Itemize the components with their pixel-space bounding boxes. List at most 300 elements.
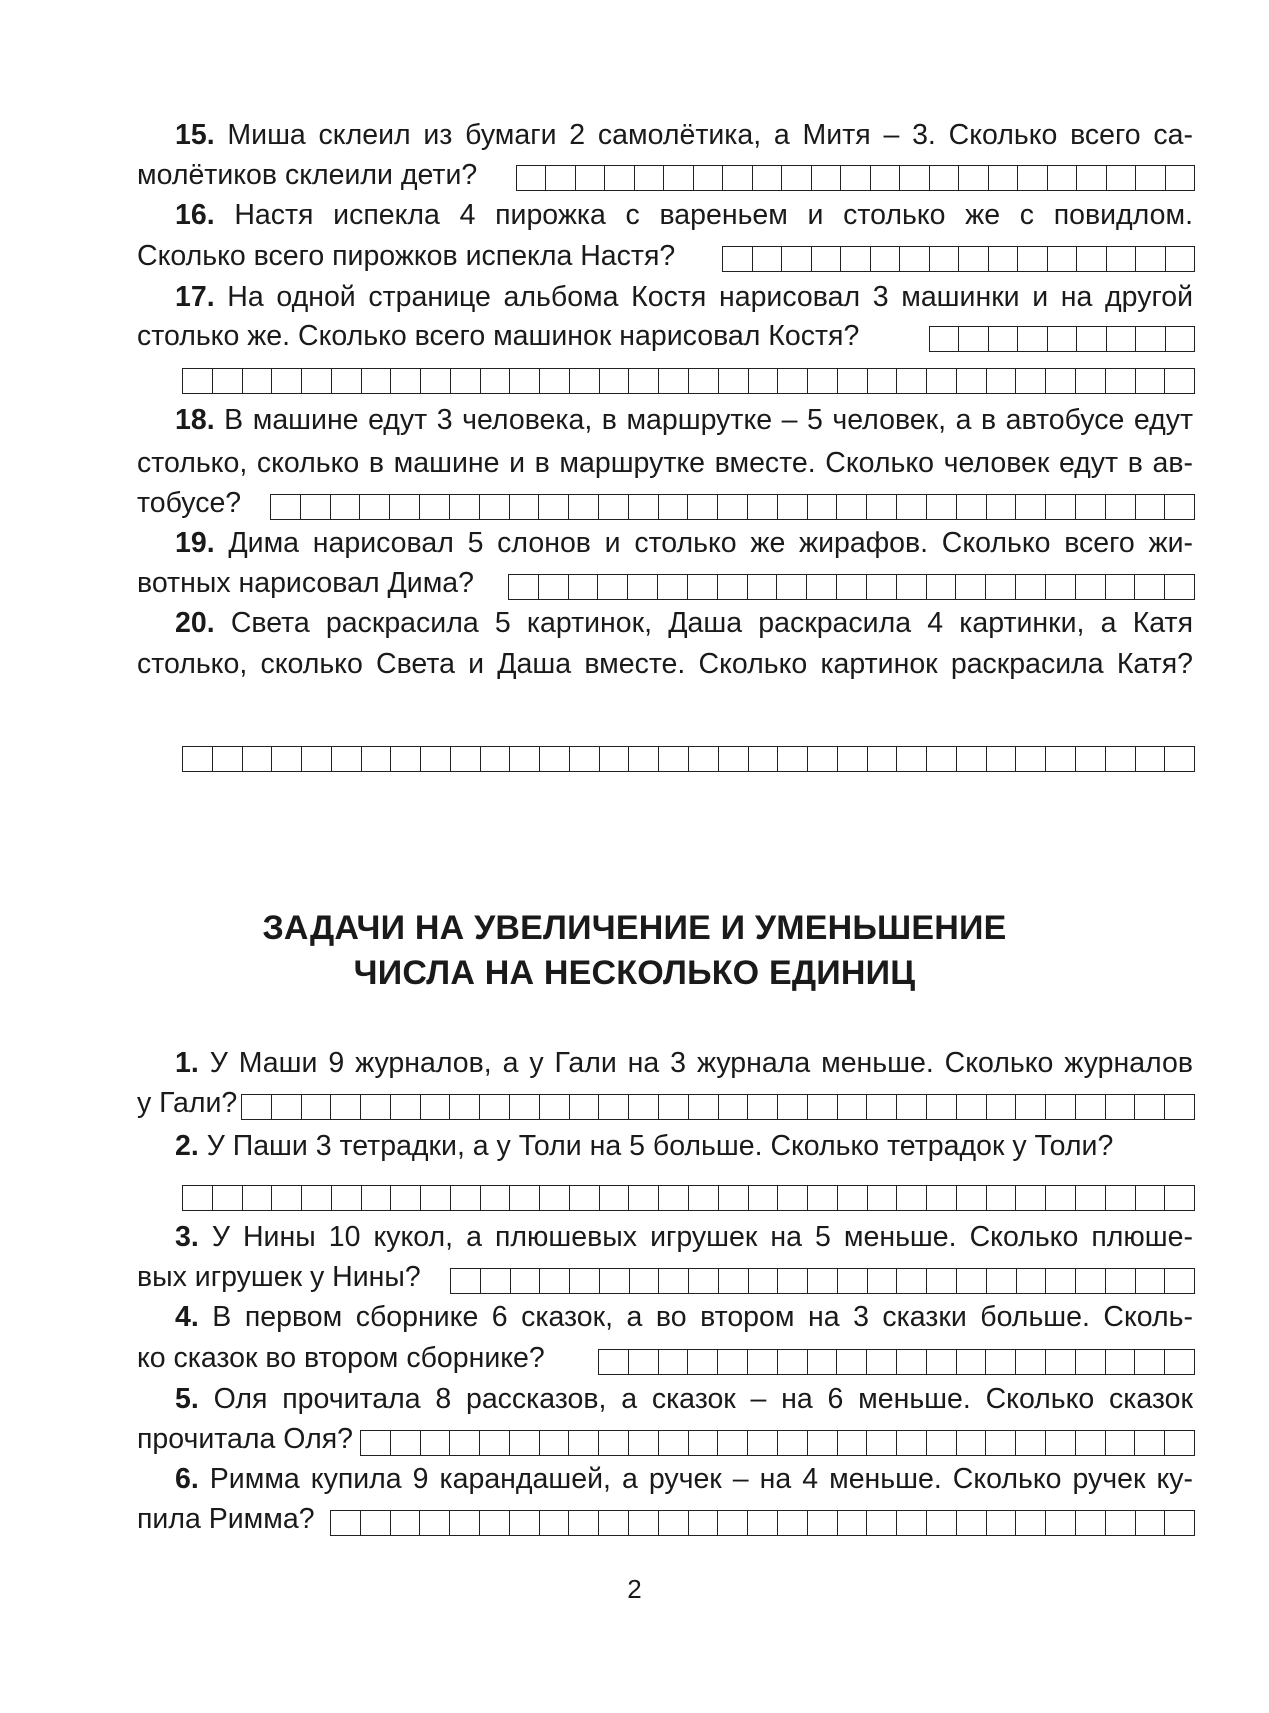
answer-cell[interactable] bbox=[867, 494, 897, 520]
answer-cell[interactable] bbox=[242, 1094, 272, 1120]
answer-box[interactable] bbox=[450, 1268, 1195, 1294]
answer-cell[interactable] bbox=[213, 368, 243, 394]
answer-cell[interactable] bbox=[812, 165, 841, 191]
answer-cell[interactable] bbox=[599, 494, 629, 520]
answer-cell[interactable] bbox=[868, 1268, 898, 1294]
answer-cell[interactable] bbox=[778, 368, 808, 394]
answer-cell[interactable] bbox=[1048, 326, 1077, 352]
answer-cell[interactable] bbox=[1106, 494, 1136, 520]
answer-box[interactable] bbox=[929, 326, 1195, 352]
answer-cell[interactable] bbox=[987, 1094, 1017, 1120]
answer-cell[interactable] bbox=[659, 1430, 689, 1456]
answer-cell[interactable] bbox=[689, 368, 719, 394]
answer-cell[interactable] bbox=[1046, 574, 1076, 600]
answer-cell[interactable] bbox=[629, 1510, 659, 1536]
answer-cell[interactable] bbox=[1107, 326, 1136, 352]
answer-cell[interactable] bbox=[688, 574, 718, 600]
answer-cell[interactable] bbox=[243, 1185, 273, 1211]
answer-cell[interactable] bbox=[420, 1510, 450, 1536]
answer-cell[interactable] bbox=[362, 1185, 392, 1211]
answer-box[interactable] bbox=[182, 1185, 1195, 1211]
answer-cell[interactable] bbox=[1106, 1349, 1136, 1375]
answer-box[interactable] bbox=[516, 165, 1195, 191]
answer-cell[interactable] bbox=[421, 1430, 451, 1456]
answer-cell[interactable] bbox=[1106, 1430, 1136, 1456]
answer-cell[interactable] bbox=[510, 1430, 540, 1456]
answer-cell[interactable] bbox=[778, 1430, 808, 1456]
answer-cell[interactable] bbox=[361, 1430, 391, 1456]
answer-cell[interactable] bbox=[927, 1185, 957, 1211]
answer-cell[interactable] bbox=[331, 494, 361, 520]
answer-cell[interactable] bbox=[1136, 1510, 1166, 1536]
answer-cell[interactable] bbox=[689, 1430, 719, 1456]
answer-cell[interactable] bbox=[539, 494, 569, 520]
answer-cell[interactable] bbox=[930, 326, 959, 352]
answer-cell[interactable] bbox=[450, 1430, 480, 1456]
answer-cell[interactable] bbox=[719, 1268, 749, 1294]
answer-cell[interactable] bbox=[778, 746, 808, 772]
answer-cell[interactable] bbox=[510, 746, 540, 772]
answer-cell[interactable] bbox=[1136, 246, 1166, 272]
answer-cell[interactable] bbox=[927, 1430, 957, 1456]
answer-cell[interactable] bbox=[576, 165, 605, 191]
answer-cell[interactable] bbox=[718, 1510, 748, 1536]
answer-cell[interactable] bbox=[1046, 1510, 1076, 1536]
answer-cell[interactable] bbox=[390, 494, 420, 520]
answer-cell[interactable] bbox=[421, 1094, 451, 1120]
answer-cell[interactable] bbox=[272, 1094, 302, 1120]
answer-cell[interactable] bbox=[927, 574, 957, 600]
answer-cell[interactable] bbox=[723, 246, 753, 272]
answer-cell[interactable] bbox=[1018, 246, 1048, 272]
answer-cell[interactable] bbox=[272, 1185, 302, 1211]
answer-cell[interactable] bbox=[629, 746, 659, 772]
answer-cell[interactable] bbox=[361, 1094, 391, 1120]
answer-cell[interactable] bbox=[1077, 326, 1106, 352]
answer-cell[interactable] bbox=[421, 1185, 451, 1211]
answer-cell[interactable] bbox=[987, 1510, 1017, 1536]
answer-cell[interactable] bbox=[570, 1185, 600, 1211]
answer-cell[interactable] bbox=[659, 1185, 689, 1211]
answer-cell[interactable] bbox=[659, 494, 689, 520]
answer-cell[interactable] bbox=[664, 165, 693, 191]
answer-cell[interactable] bbox=[362, 746, 392, 772]
answer-cell[interactable] bbox=[659, 1349, 689, 1375]
answer-cell[interactable] bbox=[629, 1430, 659, 1456]
answer-cell[interactable] bbox=[778, 1185, 808, 1211]
answer-cell[interactable] bbox=[718, 1430, 748, 1456]
answer-cell[interactable] bbox=[900, 246, 930, 272]
answer-cell[interactable] bbox=[629, 368, 659, 394]
answer-cell[interactable] bbox=[782, 246, 812, 272]
answer-cell[interactable] bbox=[659, 368, 689, 394]
answer-cell[interactable] bbox=[391, 746, 421, 772]
answer-cell[interactable] bbox=[302, 1094, 332, 1120]
answer-cell[interactable] bbox=[927, 494, 957, 520]
answer-cell[interactable] bbox=[812, 246, 842, 272]
answer-cell[interactable] bbox=[481, 1268, 511, 1294]
answer-cell[interactable] bbox=[930, 246, 960, 272]
answer-cell[interactable] bbox=[957, 1349, 987, 1375]
answer-cell[interactable] bbox=[808, 494, 838, 520]
answer-cell[interactable] bbox=[569, 1430, 599, 1456]
answer-cell[interactable] bbox=[986, 574, 1016, 600]
answer-cell[interactable] bbox=[1106, 1268, 1136, 1294]
answer-cell[interactable] bbox=[272, 368, 302, 394]
answer-cell[interactable] bbox=[1046, 368, 1076, 394]
answer-box[interactable] bbox=[508, 574, 1195, 600]
answer-cell[interactable] bbox=[959, 246, 989, 272]
answer-cell[interactable] bbox=[868, 746, 898, 772]
answer-cell[interactable] bbox=[718, 574, 748, 600]
answer-cell[interactable] bbox=[599, 1510, 629, 1536]
answer-cell[interactable] bbox=[1165, 1185, 1195, 1211]
answer-cell[interactable] bbox=[838, 368, 868, 394]
answer-cell[interactable] bbox=[753, 246, 783, 272]
answer-cell[interactable] bbox=[838, 1185, 868, 1211]
answer-cell[interactable] bbox=[808, 1349, 838, 1375]
answer-cell[interactable] bbox=[868, 1185, 898, 1211]
answer-cell[interactable] bbox=[1076, 1268, 1106, 1294]
answer-cell[interactable] bbox=[1016, 1185, 1046, 1211]
answer-cell[interactable] bbox=[689, 746, 719, 772]
answer-cell[interactable] bbox=[808, 1510, 838, 1536]
answer-cell[interactable] bbox=[451, 368, 481, 394]
answer-cell[interactable] bbox=[391, 368, 421, 394]
answer-cell[interactable] bbox=[1106, 1510, 1136, 1536]
answer-cell[interactable] bbox=[867, 1430, 897, 1456]
answer-cell[interactable] bbox=[694, 165, 723, 191]
answer-cell[interactable] bbox=[837, 574, 867, 600]
answer-cell[interactable] bbox=[777, 574, 807, 600]
answer-cell[interactable] bbox=[213, 1185, 243, 1211]
answer-cell[interactable] bbox=[778, 1349, 808, 1375]
answer-cell[interactable] bbox=[897, 1349, 927, 1375]
answer-cell[interactable] bbox=[748, 1349, 778, 1375]
answer-cell[interactable] bbox=[271, 494, 301, 520]
answer-cell[interactable] bbox=[719, 1094, 749, 1120]
answer-cell[interactable] bbox=[1135, 574, 1165, 600]
answer-cell[interactable] bbox=[630, 1268, 660, 1294]
answer-cell[interactable] bbox=[540, 1430, 570, 1456]
answer-cell[interactable] bbox=[1046, 1349, 1076, 1375]
answer-cell[interactable] bbox=[1135, 1349, 1165, 1375]
answer-cell[interactable] bbox=[1136, 165, 1165, 191]
answer-cell[interactable] bbox=[510, 368, 540, 394]
answer-cell[interactable] bbox=[718, 494, 748, 520]
answer-cell[interactable] bbox=[360, 494, 390, 520]
answer-cell[interactable] bbox=[808, 746, 838, 772]
answer-cell[interactable] bbox=[871, 165, 900, 191]
answer-cell[interactable] bbox=[481, 1185, 511, 1211]
answer-cell[interactable] bbox=[753, 165, 782, 191]
answer-cell[interactable] bbox=[689, 1094, 719, 1120]
answer-cell[interactable] bbox=[1136, 1185, 1166, 1211]
answer-cell[interactable] bbox=[421, 746, 451, 772]
answer-cell[interactable] bbox=[778, 494, 808, 520]
answer-cell[interactable] bbox=[1046, 1268, 1076, 1294]
answer-cell[interactable] bbox=[723, 165, 752, 191]
answer-cell[interactable] bbox=[362, 368, 392, 394]
answer-cell[interactable] bbox=[897, 1510, 927, 1536]
answer-box[interactable] bbox=[722, 246, 1195, 272]
answer-cell[interactable] bbox=[837, 494, 867, 520]
answer-cell[interactable] bbox=[1165, 1510, 1195, 1536]
answer-cell[interactable] bbox=[510, 1185, 540, 1211]
answer-cell[interactable] bbox=[867, 1510, 897, 1536]
answer-cell[interactable] bbox=[778, 1094, 808, 1120]
answer-cell[interactable] bbox=[480, 1510, 510, 1536]
answer-cell[interactable] bbox=[480, 494, 510, 520]
answer-cell[interactable] bbox=[838, 746, 868, 772]
answer-cell[interactable] bbox=[599, 1094, 629, 1120]
answer-cell[interactable] bbox=[957, 1268, 987, 1294]
answer-cell[interactable] bbox=[659, 746, 689, 772]
answer-cell[interactable] bbox=[1016, 368, 1046, 394]
answer-cell[interactable] bbox=[331, 1510, 361, 1536]
answer-cell[interactable] bbox=[989, 326, 1018, 352]
answer-cell[interactable] bbox=[749, 746, 779, 772]
answer-cell[interactable] bbox=[1048, 246, 1078, 272]
answer-cell[interactable] bbox=[450, 1510, 480, 1536]
answer-cell[interactable] bbox=[481, 368, 511, 394]
answer-cell[interactable] bbox=[391, 1510, 421, 1536]
answer-cell[interactable] bbox=[658, 574, 688, 600]
answer-cell[interactable] bbox=[1106, 1185, 1136, 1211]
answer-cell[interactable] bbox=[450, 1094, 480, 1120]
answer-cell[interactable] bbox=[1165, 1430, 1195, 1456]
answer-cell[interactable] bbox=[927, 1268, 957, 1294]
answer-cell[interactable] bbox=[1136, 1268, 1166, 1294]
answer-cell[interactable] bbox=[1165, 494, 1195, 520]
answer-cell[interactable] bbox=[1076, 746, 1106, 772]
answer-cell[interactable] bbox=[897, 746, 927, 772]
answer-cell[interactable] bbox=[183, 368, 213, 394]
answer-cell[interactable] bbox=[987, 746, 1017, 772]
answer-cell[interactable] bbox=[1076, 1349, 1106, 1375]
answer-cell[interactable] bbox=[748, 574, 778, 600]
answer-cell[interactable] bbox=[1106, 574, 1136, 600]
answer-cell[interactable] bbox=[600, 1268, 630, 1294]
answer-cell[interactable] bbox=[1135, 1430, 1165, 1456]
answer-cell[interactable] bbox=[570, 368, 600, 394]
answer-cell[interactable] bbox=[539, 574, 569, 600]
answer-cell[interactable] bbox=[927, 368, 957, 394]
answer-cell[interactable] bbox=[1107, 165, 1136, 191]
answer-cell[interactable] bbox=[807, 574, 837, 600]
answer-cell[interactable] bbox=[1136, 326, 1165, 352]
answer-cell[interactable] bbox=[600, 1185, 630, 1211]
answer-cell[interactable] bbox=[1165, 1268, 1195, 1294]
answer-cell[interactable] bbox=[600, 368, 630, 394]
answer-cell[interactable] bbox=[927, 1094, 957, 1120]
answer-cell[interactable] bbox=[517, 165, 546, 191]
answer-cell[interactable] bbox=[1016, 1510, 1046, 1536]
answer-cell[interactable] bbox=[718, 1349, 748, 1375]
answer-cell[interactable] bbox=[361, 1510, 391, 1536]
answer-cell[interactable] bbox=[957, 746, 987, 772]
answer-cell[interactable] bbox=[1076, 368, 1106, 394]
answer-cell[interactable] bbox=[897, 1430, 927, 1456]
answer-cell[interactable] bbox=[1046, 1185, 1076, 1211]
answer-cell[interactable] bbox=[867, 1349, 897, 1375]
answer-cell[interactable] bbox=[1046, 494, 1076, 520]
answer-cell[interactable] bbox=[748, 1094, 778, 1120]
answer-cell[interactable] bbox=[183, 746, 213, 772]
answer-cell[interactable] bbox=[930, 165, 959, 191]
answer-cell[interactable] bbox=[1076, 494, 1106, 520]
answer-cell[interactable] bbox=[481, 746, 511, 772]
answer-cell[interactable] bbox=[748, 1510, 778, 1536]
answer-cell[interactable] bbox=[867, 574, 897, 600]
answer-cell[interactable] bbox=[1048, 165, 1077, 191]
answer-cell[interactable] bbox=[1016, 494, 1046, 520]
answer-cell[interactable] bbox=[897, 368, 927, 394]
answer-cell[interactable] bbox=[957, 1510, 987, 1536]
answer-box[interactable] bbox=[182, 746, 1195, 772]
answer-cell[interactable] bbox=[989, 246, 1019, 272]
answer-cell[interactable] bbox=[927, 746, 957, 772]
answer-box[interactable] bbox=[330, 1510, 1195, 1536]
answer-cell[interactable] bbox=[480, 1430, 510, 1456]
answer-cell[interactable] bbox=[987, 1268, 1017, 1294]
answer-cell[interactable] bbox=[635, 165, 664, 191]
answer-cell[interactable] bbox=[183, 1185, 213, 1211]
answer-cell[interactable] bbox=[540, 746, 570, 772]
answer-box[interactable] bbox=[182, 368, 1195, 394]
answer-cell[interactable] bbox=[986, 1430, 1016, 1456]
answer-cell[interactable] bbox=[808, 1430, 838, 1456]
answer-cell[interactable] bbox=[1165, 1094, 1195, 1120]
answer-cell[interactable] bbox=[1018, 165, 1047, 191]
answer-cell[interactable] bbox=[598, 574, 628, 600]
answer-cell[interactable] bbox=[302, 746, 332, 772]
answer-cell[interactable] bbox=[808, 1185, 838, 1211]
answer-cell[interactable] bbox=[570, 746, 600, 772]
answer-cell[interactable] bbox=[1136, 494, 1166, 520]
answer-cell[interactable] bbox=[1046, 1094, 1076, 1120]
answer-cell[interactable] bbox=[838, 1268, 868, 1294]
answer-cell[interactable] bbox=[569, 494, 599, 520]
answer-cell[interactable] bbox=[659, 1094, 689, 1120]
answer-cell[interactable] bbox=[959, 326, 988, 352]
answer-cell[interactable] bbox=[719, 368, 749, 394]
answer-cell[interactable] bbox=[391, 1430, 421, 1456]
answer-cell[interactable] bbox=[600, 746, 630, 772]
answer-cell[interactable] bbox=[1107, 246, 1137, 272]
answer-cell[interactable] bbox=[957, 1430, 987, 1456]
answer-cell[interactable] bbox=[1076, 1510, 1106, 1536]
answer-cell[interactable] bbox=[569, 574, 599, 600]
answer-cell[interactable] bbox=[838, 1430, 868, 1456]
answer-cell[interactable] bbox=[749, 1268, 779, 1294]
answer-cell[interactable] bbox=[778, 1510, 808, 1536]
answer-cell[interactable] bbox=[1165, 1349, 1195, 1375]
answer-cell[interactable] bbox=[540, 1185, 570, 1211]
answer-cell[interactable] bbox=[1077, 165, 1106, 191]
answer-cell[interactable] bbox=[957, 494, 987, 520]
answer-cell[interactable] bbox=[331, 1094, 361, 1120]
answer-cell[interactable] bbox=[1106, 746, 1136, 772]
answer-cell[interactable] bbox=[987, 368, 1017, 394]
answer-box[interactable] bbox=[241, 1094, 1195, 1120]
answer-cell[interactable] bbox=[510, 1510, 540, 1536]
answer-cell[interactable] bbox=[302, 1185, 332, 1211]
answer-cell[interactable] bbox=[451, 1185, 481, 1211]
answer-cell[interactable] bbox=[900, 165, 929, 191]
answer-cell[interactable] bbox=[391, 1185, 421, 1211]
answer-cell[interactable] bbox=[510, 494, 540, 520]
answer-cell[interactable] bbox=[1136, 746, 1166, 772]
answer-cell[interactable] bbox=[332, 368, 362, 394]
answer-cell[interactable] bbox=[629, 494, 659, 520]
answer-cell[interactable] bbox=[1016, 1430, 1046, 1456]
answer-cell[interactable] bbox=[1135, 1094, 1165, 1120]
answer-cell[interactable] bbox=[1016, 574, 1046, 600]
answer-cell[interactable] bbox=[1016, 1349, 1046, 1375]
answer-cell[interactable] bbox=[719, 746, 749, 772]
answer-cell[interactable] bbox=[778, 1268, 808, 1294]
answer-cell[interactable] bbox=[420, 494, 450, 520]
answer-cell[interactable] bbox=[540, 1510, 570, 1536]
answer-cell[interactable] bbox=[391, 1094, 421, 1120]
answer-cell[interactable] bbox=[897, 1094, 927, 1120]
answer-cell[interactable] bbox=[1016, 746, 1046, 772]
answer-cell[interactable] bbox=[301, 494, 331, 520]
answer-cell[interactable] bbox=[1046, 746, 1076, 772]
answer-cell[interactable] bbox=[989, 165, 1018, 191]
answer-cell[interactable] bbox=[1046, 1430, 1076, 1456]
answer-cell[interactable] bbox=[599, 1349, 629, 1375]
answer-cell[interactable] bbox=[605, 165, 634, 191]
answer-cell[interactable] bbox=[659, 1268, 689, 1294]
answer-cell[interactable] bbox=[450, 494, 480, 520]
answer-cell[interactable] bbox=[570, 1094, 600, 1120]
answer-cell[interactable] bbox=[838, 1510, 868, 1536]
answer-cell[interactable] bbox=[957, 368, 987, 394]
answer-cell[interactable] bbox=[332, 1185, 362, 1211]
answer-cell[interactable] bbox=[628, 574, 658, 600]
answer-cell[interactable] bbox=[959, 165, 988, 191]
answer-cell[interactable] bbox=[1018, 326, 1047, 352]
answer-cell[interactable] bbox=[1076, 1094, 1106, 1120]
answer-cell[interactable] bbox=[841, 246, 871, 272]
answer-cell[interactable] bbox=[272, 746, 302, 772]
answer-cell[interactable] bbox=[749, 368, 779, 394]
answer-cell[interactable] bbox=[629, 1094, 659, 1120]
answer-cell[interactable] bbox=[540, 1094, 570, 1120]
answer-cell[interactable] bbox=[1166, 165, 1195, 191]
answer-cell[interactable] bbox=[570, 1268, 600, 1294]
answer-cell[interactable] bbox=[897, 1185, 927, 1211]
answer-cell[interactable] bbox=[1076, 1185, 1106, 1211]
answer-cell[interactable] bbox=[927, 1510, 957, 1536]
answer-cell[interactable] bbox=[688, 1349, 718, 1375]
answer-cell[interactable] bbox=[986, 1349, 1016, 1375]
answer-cell[interactable] bbox=[689, 1185, 719, 1211]
answer-cell[interactable] bbox=[837, 1349, 867, 1375]
answer-cell[interactable] bbox=[871, 246, 901, 272]
answer-box[interactable] bbox=[598, 1349, 1195, 1375]
answer-cell[interactable] bbox=[868, 368, 898, 394]
answer-cell[interactable] bbox=[509, 574, 539, 600]
answer-cell[interactable] bbox=[897, 494, 927, 520]
answer-cell[interactable] bbox=[1166, 246, 1196, 272]
answer-cell[interactable] bbox=[302, 368, 332, 394]
answer-cell[interactable] bbox=[956, 574, 986, 600]
answer-cell[interactable] bbox=[1165, 574, 1195, 600]
answer-cell[interactable] bbox=[987, 494, 1017, 520]
